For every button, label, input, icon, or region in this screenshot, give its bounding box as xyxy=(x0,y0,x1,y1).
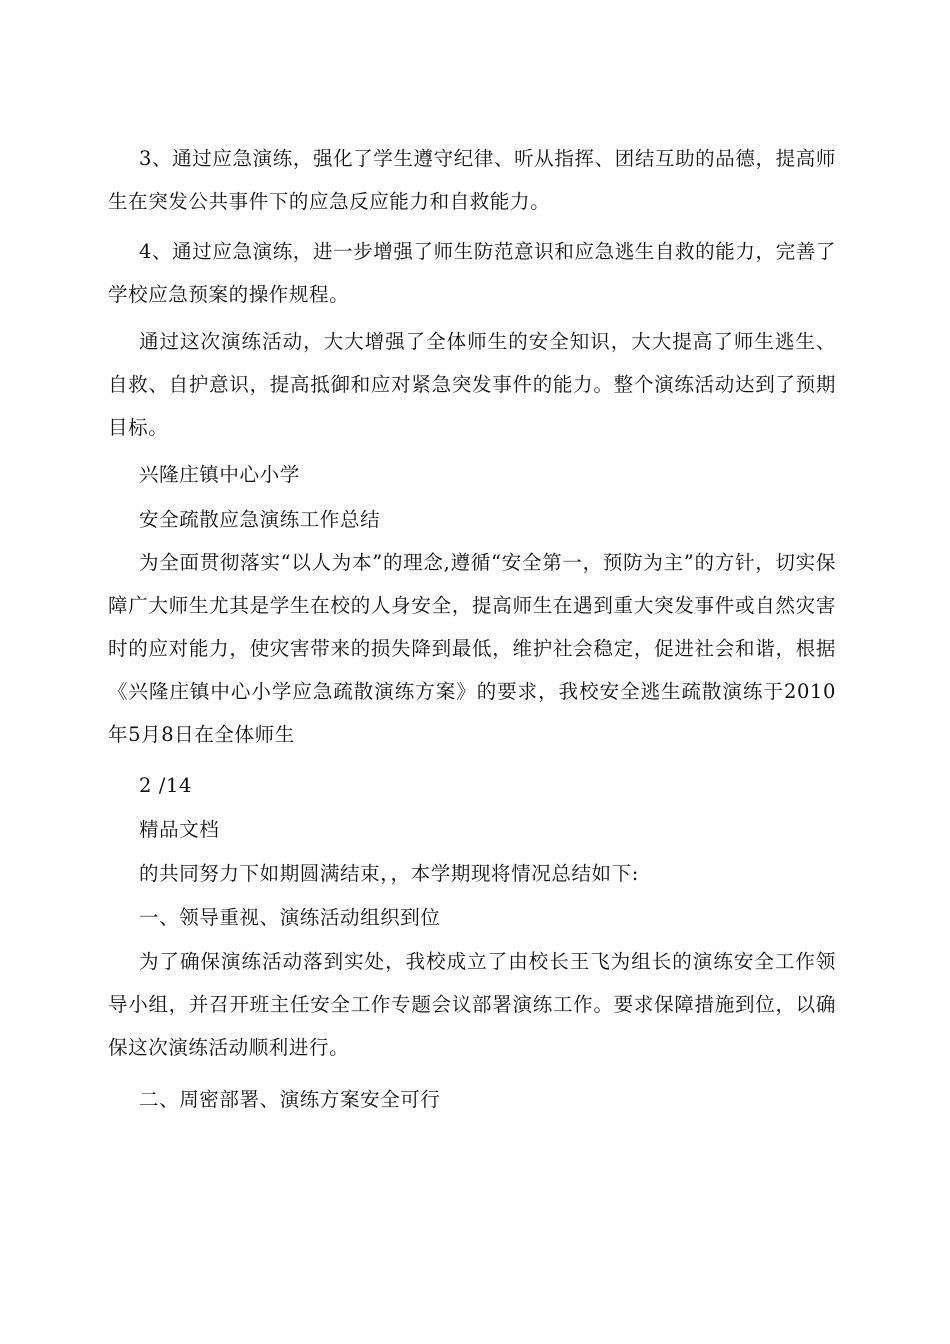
paragraph-intro: 为全面贯彻落实“以人为本”的理念,遵循“安全第一，预防为主”的方针，切实保障广大师生尤其是学生在校的人身安全，提高师生在遇到重大突发事件或自然灾害时的应对能力，使灾害带来的损失降到最低，维护社会稳定，促进社会和谐，根据《兴隆庄镇中心小学应急疏散演练方案》的要求，我校安全逃生疏散演练于2010年5月8日在全体师生 xyxy=(108,551,836,746)
paragraph-summary: 通过这次演练活动，大大增强了全体师生的安全知识，大大提高了师生逃生、自救、自护意识，提高抵御和应对紧急突发事件的能力。整个演练活动达到了预期目标。 xyxy=(108,330,836,439)
paragraph-item-3: 3、通过应急演练，强化了学生遵守纪律、听从指挥、团结互助的品德，提高师生在突发公共事件下的应急反应能力和自救能力。 xyxy=(108,147,836,213)
page-number: 2 /14 xyxy=(139,774,192,797)
paragraph-continuation: 的共同努力下如期圆满结束，，本学期现将情况总结如下: xyxy=(139,862,639,885)
heading-one: 一、领导重视、演练活动组织到位 xyxy=(139,906,441,929)
paragraph-leadership: 为了确保演练活动落到实处，我校成立了由校长王飞为组长的演练安全工作领导小组，并召开班主任安全工作专题会议部署演练工作。要求保障措施到位，以确保这次演练活动顺利进行。 xyxy=(108,950,836,1059)
watermark-text: 精品文档 xyxy=(139,818,220,841)
school-name: 兴隆庄镇中心小学 xyxy=(139,463,300,486)
paragraph-item-4: 4、通过应急演练，进一步增强了师生防范意识和应急逃生自救的能力，完善了学校应急预案的操作规程。 xyxy=(108,240,836,306)
section-title: 安全疏散应急演练工作总结 xyxy=(139,508,381,531)
heading-two: 二、周密部署、演练方案安全可行 xyxy=(139,1088,441,1111)
